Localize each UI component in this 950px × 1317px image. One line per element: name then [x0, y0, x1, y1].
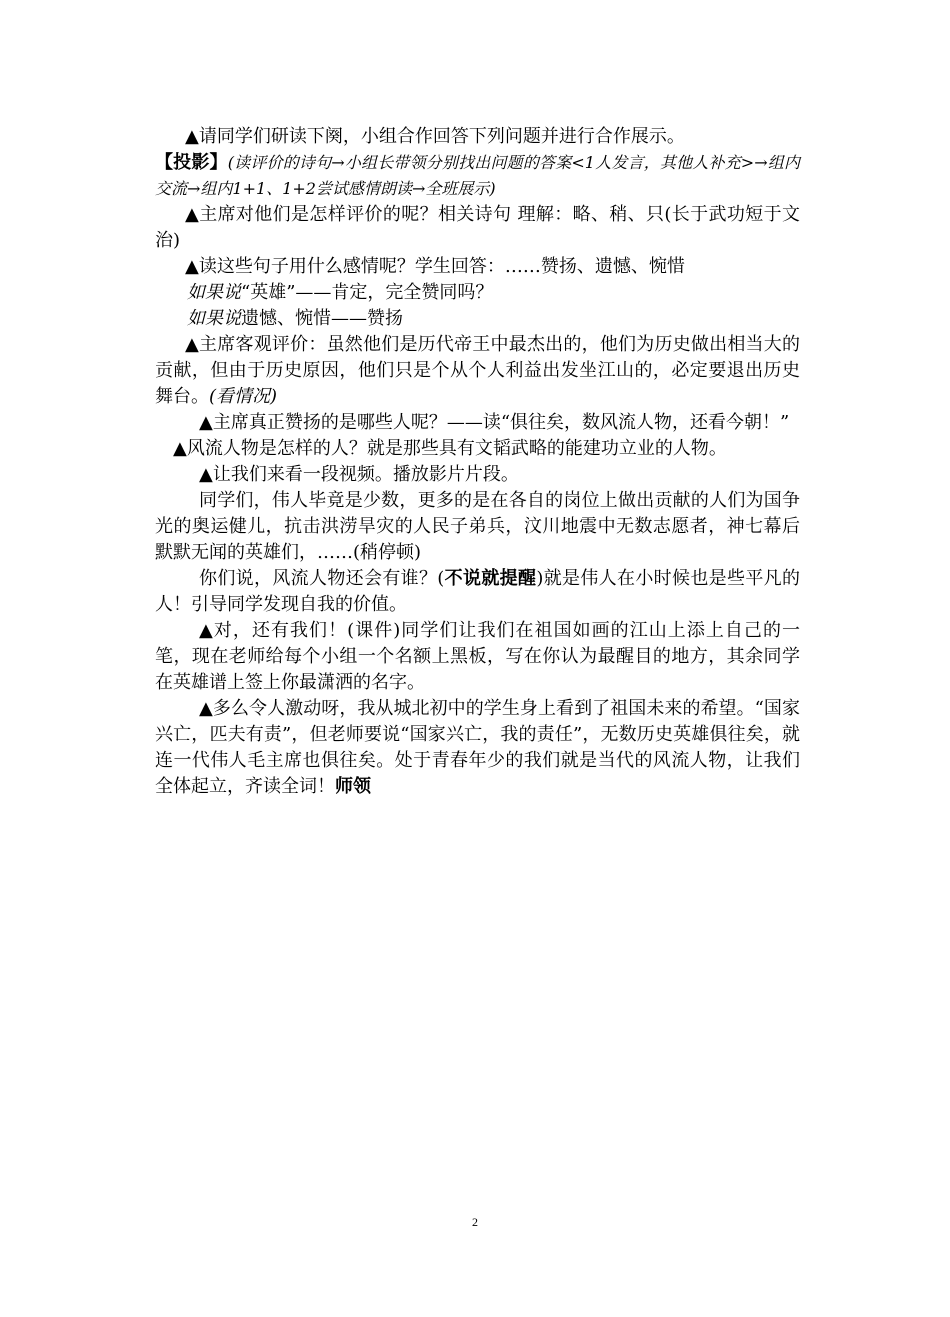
hero-if-text: “英雄”——肯定，完全赞同吗？ [241, 282, 494, 303]
paragraph-projection [155, 150, 800, 202]
teacher-lead: 师领 [335, 776, 371, 797]
paragraph-true-praise: ▲主席真正赞扬的是哪些人呢？——读“俱往矣，数风流人物，还看今朝！” [199, 412, 790, 433]
prompt-hint: 不说就提醒 [444, 568, 537, 589]
if-label: 如果说 [187, 308, 241, 329]
paragraph-emotion-question: ▲读这些句子用什么感情呢？学生回答：……赞扬、遗憾、惋惜 [185, 256, 685, 277]
projection-label: 【投影】 [155, 152, 228, 173]
paragraph-blackboard: ▲对，还有我们！(课件)同学们让我们在祖国如画的江山上添上自己的一笔，现在老师给每个小组一个名额上黑板，写在你认为最醒目的地方，其余同学在英雄谱上签上你最潇洒的名字。 [155, 620, 800, 693]
paragraph-ordinary-heroes: 同学们，伟人毕竟是少数，更多的是在各自的岗位上做出贡献的人们为国争光的奥运健儿，抗击洪涝旱灾的人民子弟兵，汶川地震中无数志愿者，神七幕后默默无闻的英雄们，……(稍停顿) [155, 490, 800, 563]
paragraph-hero-if [155, 280, 800, 306]
who-else-text-a: 你们说，风流人物还会有谁？( [199, 568, 445, 589]
paragraph-video: ▲让我们来看一段视频。播放影片片段。 [199, 464, 519, 485]
paragraph-regret-if [155, 306, 800, 332]
paragraph-who-else [155, 566, 800, 618]
page-number: 2 [472, 1215, 478, 1229]
who-else-text-b: )就是伟人在小时候也是些平凡的人！引导同学发现自我的价值。 [155, 568, 801, 615]
conclusion-text: ▲多么令人激动呀，我从城北初中的学生身上看到了祖国未来的希望。“国家兴亡，匹夫有责”，但老师要说“国家兴亡，我的责任”，无数历史英雄俱往矣，就连一代伟人毛主席也俱往矣。处于青春年少的我们就是当代的风流人物，让我们全体起立，齐读全词！ [155, 698, 800, 797]
paragraph-romantic-figures: ▲风流人物是怎样的人？就是那些具有文韬武略的能建功立业的人物。 [173, 438, 727, 459]
if-label: 如果说 [187, 282, 241, 303]
paragraph-conclusion [155, 696, 800, 800]
paragraph-evaluation-question: ▲主席对他们是怎样评价的呢？相关诗句 理解：略、稍、只(长于武功短于文治) [155, 204, 800, 251]
paragraph-task-intro: ▲请同学们研读下阕，小组合作回答下列问题并进行合作展示。 [185, 126, 685, 147]
regret-if-text: 遗憾、惋惜——赞扬 [241, 308, 403, 329]
paragraph-objective-evaluation [155, 332, 800, 410]
document-body [155, 124, 800, 800]
objective-evaluation-note: (看情况) [209, 386, 278, 407]
projection-steps: (读评价的诗句→小组长带领分别找出问题的答案<1人发言，其他人补充>→组内交流→组内1+1、1+2尝试感情朗读→全班展示) [155, 153, 800, 198]
objective-evaluation-text: ▲主席客观评价：虽然他们是历代帝王中最杰出的，他们为历史做出相当大的贡献，但由于历史原因，他们只是个从个人利益出发坐江山的，必定要退出历史舞台。 [155, 334, 800, 407]
